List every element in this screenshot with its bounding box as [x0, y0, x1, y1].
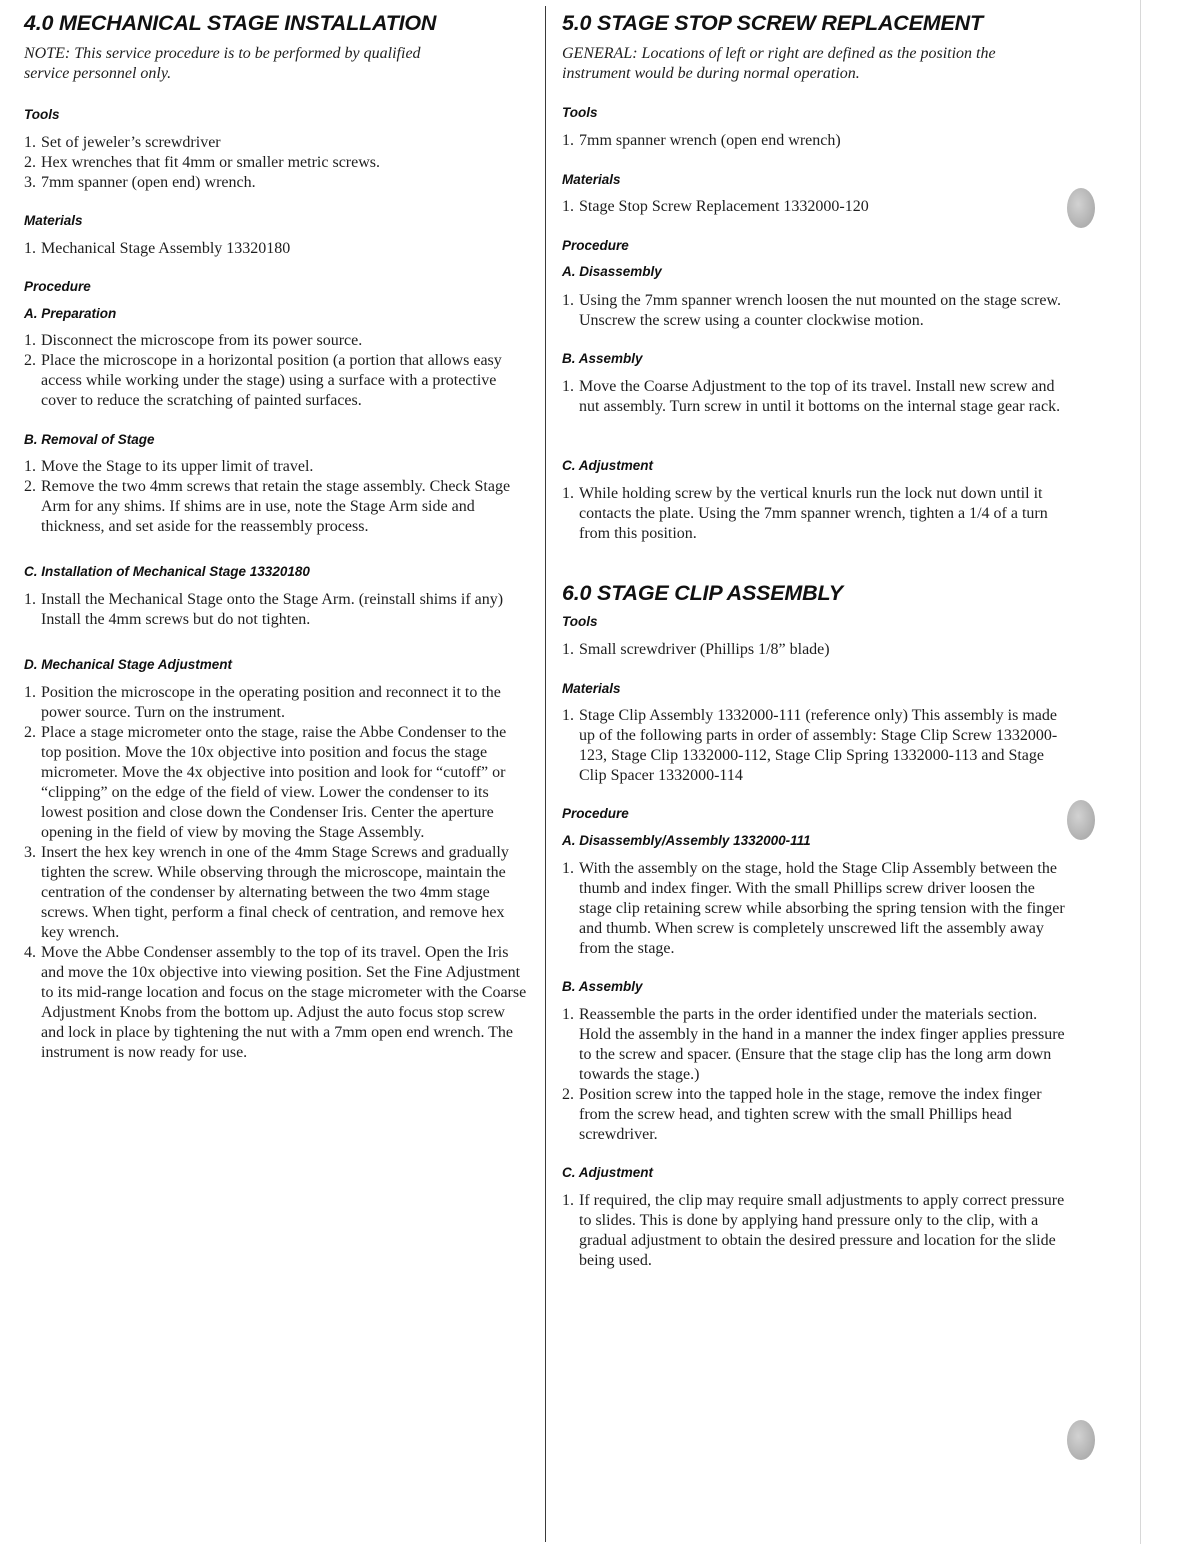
item-number: 1.: [24, 332, 36, 349]
section-title-4: 4.0 MECHANICAL STAGE INSTALLATION: [24, 11, 437, 35]
item-number: 1.: [24, 458, 36, 475]
s6-disassembly-steps: [562, 859, 1067, 959]
s5-assembly-heading: B. Assembly: [562, 351, 643, 366]
s6-tools-heading: Tools: [562, 614, 598, 629]
item-number: 1.: [562, 1006, 574, 1023]
list-item: [24, 331, 530, 351]
item-text: Using the 7mm spanner wrench loosen the nut mounted on the stage screw. Unscrew the screw using a counter clockwise motion.: [579, 292, 1061, 329]
list-item: [24, 723, 530, 843]
s5-disassembly-heading: A. Disassembly: [562, 264, 662, 279]
item-number: 1.: [24, 134, 36, 151]
s5-procedure-heading: Procedure: [562, 238, 629, 253]
item-text: Position the microscope in the operating position and reconnect it to the power source. Turn on the instrument.: [41, 684, 501, 721]
item-text: While holding screw by the vertical knurls run the lock nut down until it contacts the plate. Using the 7mm spanner wrench, tighten a 1/4 of a turn from this position.: [579, 485, 1048, 542]
list-item: [562, 291, 1067, 331]
s5-adjustment-heading: C. Adjustment: [562, 458, 653, 473]
removal-steps: [24, 457, 530, 537]
item-number: 1.: [562, 378, 574, 395]
list-item: [562, 197, 1067, 217]
list-item: [24, 843, 530, 943]
item-number: 1.: [562, 1192, 574, 1209]
item-text: Move the Coarse Adjustment to the top of its travel. Install new screw and nut assembly. Turn screw in until it bottoms on the internal stage gear rack.: [579, 378, 1061, 415]
s5-materials-heading: Materials: [562, 172, 621, 187]
item-number: 1.: [562, 485, 574, 502]
item-number: 1.: [562, 860, 574, 877]
list-item: [24, 239, 530, 259]
item-text: Place a stage micrometer onto the stage, raise the Abbe Condenser to the top position. Move the 10x objective into position and focus the stage micrometer. Move the 4x objective into position and look for “cutoff” or “clipping” on the edge of the field of view. Lower the condenser to its lowest position and close down the Condenser Iris. Center the aperture opening in the field of view by moving the Stage Assembly.: [41, 724, 507, 841]
list-item: [562, 484, 1067, 544]
tools-heading: Tools: [24, 107, 60, 122]
s6-assembly-steps: [562, 1005, 1067, 1145]
list-item: [24, 477, 530, 537]
item-number: 1.: [562, 132, 574, 149]
note-text: This service procedure is to be performed by qualified service personnel only.: [24, 45, 421, 82]
s6-procedure-heading: Procedure: [562, 806, 629, 821]
list-item: [24, 133, 530, 153]
s5-adjustment-steps: [562, 484, 1067, 544]
item-text: 7mm spanner wrench (open end wrench): [579, 132, 841, 149]
item-text: Reassemble the parts in the order identified under the materials section. Hold the assembly in the hand in a manner the index finger applies pressure to the screw and spacer. (Ensure that the stage clip has the long arm down towards the stage.): [579, 1006, 1065, 1083]
adjustment-heading: D. Mechanical Stage Adjustment: [24, 657, 233, 672]
preparation-heading: A. Preparation: [24, 306, 117, 321]
list-item: [562, 377, 1067, 417]
removal-heading: B. Removal of Stage: [24, 432, 155, 447]
item-text: Hex wrenches that fit 4mm or smaller metric screws.: [41, 154, 380, 171]
s6-assembly-heading: B. Assembly: [562, 979, 643, 994]
section-title-6: 6.0 STAGE CLIP ASSEMBLY: [562, 581, 843, 605]
item-text: 7mm spanner (open end) wrench.: [41, 174, 256, 191]
binder-hole-top: [1067, 188, 1095, 228]
item-text: Stage Clip Assembly 1332000-111 (reference only) This assembly is made up of the following parts in order of assembly: Stage Clip Screw 1332000-123, Stage Clip 1332000-112, Stage Clip Spring 1332000-113 and Stage Clip Spacer 1332000-114: [579, 707, 1058, 784]
column-divider: [545, 6, 546, 1542]
section-title-5: 5.0 STAGE STOP SCREW REPLACEMENT: [562, 11, 983, 35]
s5-materials-list: [562, 197, 1067, 217]
item-text: Mechanical Stage Assembly 13320180: [41, 240, 291, 257]
list-item: [562, 1005, 1067, 1085]
item-text: Move the Stage to its upper limit of travel.: [41, 458, 314, 475]
item-number: 2.: [24, 154, 36, 171]
item-number: 2.: [562, 1086, 574, 1103]
materials-heading: Materials: [24, 213, 83, 228]
s6-adjustment-steps: [562, 1191, 1067, 1271]
item-text: Install the Mechanical Stage onto the Stage Arm. (reinstall shims if any) Install the 4mm screws but do not tighten.: [41, 591, 504, 628]
item-text: Position screw into the tapped hole in the stage, remove the index finger from the screw head, and tighten screw with the small Phillips head screwdriver.: [579, 1086, 1042, 1143]
item-text: Small screwdriver (Phillips 1/8” blade): [579, 641, 830, 658]
s6-materials-heading: Materials: [562, 681, 621, 696]
list-item: [24, 153, 530, 173]
list-item: [562, 706, 1067, 786]
installation-heading: C. Installation of Mechanical Stage 13320180: [24, 564, 310, 579]
item-text: Stage Stop Screw Replacement 1332000-120: [579, 198, 869, 215]
s5-tools-list: [562, 131, 1067, 151]
tools-list: [24, 133, 530, 193]
procedure-heading: Procedure: [24, 279, 91, 294]
list-item: [24, 457, 530, 477]
service-note: [24, 44, 464, 84]
note-label: NOTE:: [24, 45, 71, 62]
list-item: [24, 590, 530, 630]
page-edge-line: [1140, 0, 1141, 1544]
preparation-steps: [24, 331, 530, 411]
list-item: [24, 943, 530, 1063]
item-number: 1.: [24, 591, 36, 608]
list-item: [562, 1085, 1067, 1145]
s5-disassembly-steps: [562, 291, 1067, 331]
s6-disassembly-heading: A. Disassembly/Assembly 1332000-111: [562, 833, 811, 848]
installation-steps: [24, 590, 530, 630]
item-number: 3.: [24, 844, 36, 861]
list-item: [562, 131, 1067, 151]
binder-hole-bottom: [1067, 1420, 1095, 1460]
s6-materials-list: [562, 706, 1067, 786]
s5-assembly-steps: [562, 377, 1067, 417]
item-number: 1.: [562, 198, 574, 215]
item-text: Place the microscope in a horizontal position (a portion that allows easy access while working under the stage) using a surface with a protective cover to reduce the scratching of painted surfaces.: [41, 352, 502, 409]
adjustment-steps: [24, 683, 530, 1063]
materials-list: [24, 239, 530, 259]
item-text: Remove the two 4mm screws that retain the stage assembly. Check Stage Arm for any shims. If shims are in use, note the Stage Arm side and thickness, and set aside for the reassembly process.: [41, 478, 511, 535]
binder-hole-middle: [1067, 800, 1095, 840]
s6-adjustment-heading: C. Adjustment: [562, 1165, 653, 1180]
item-number: 2.: [24, 352, 36, 369]
list-item: [24, 351, 530, 411]
list-item: [562, 640, 1067, 660]
item-text: Set of jeweler’s screwdriver: [41, 134, 221, 151]
item-text: Disconnect the microscope from its power source.: [41, 332, 363, 349]
general-label: GENERAL:: [562, 45, 638, 62]
item-text: If required, the clip may require small adjustments to apply correct pressure to slides. This is done by applying hand pressure only to the clip, with a gradual adjustment to obtain the desired pressure and location for the slide being used.: [579, 1192, 1065, 1269]
s5-tools-heading: Tools: [562, 105, 598, 120]
general-note: [562, 44, 1037, 84]
item-number: 1.: [562, 707, 574, 724]
list-item: [562, 859, 1067, 959]
item-text: With the assembly on the stage, hold the Stage Clip Assembly between the thumb and index finger. With the small Phillips screw driver loosen the stage clip retaining screw while absorbing the spring tension with the finger and thumb. When screw is completely unscrewed lift the assembly away from the stage.: [579, 860, 1065, 957]
item-number: 1.: [24, 240, 36, 257]
s6-tools-list: [562, 640, 1067, 660]
item-number: 2.: [24, 724, 36, 741]
item-number: 2.: [24, 478, 36, 495]
general-text: Locations of left or right are defined as the position the instrument would be during normal operation.: [562, 45, 996, 82]
list-item: [24, 173, 530, 193]
item-number: 4.: [24, 944, 36, 961]
item-text: Insert the hex key wrench in one of the 4mm Stage Screws and gradually tighten the screw. While observing through the microscope, maintain the centration of the condenser by alternating between the two 4mm stage screws. When tight, perform a final check of centration, and remove hex key wrench.: [41, 844, 509, 941]
item-number: 1.: [24, 684, 36, 701]
item-number: 1.: [562, 641, 574, 658]
item-text: Move the Abbe Condenser assembly to the top of its travel. Open the Iris and move the 10x objective into viewing position. Set the Fine Adjustment to its mid-range location and focus on the stage micrometer with the Coarse Adjustment Knobs from the bottom up. Adjust the auto focus stop screw and lock in place by tightening the nut with a 7mm open end wrench. The instrument is now ready for use.: [41, 944, 527, 1061]
item-number: 3.: [24, 174, 36, 191]
list-item: [24, 683, 530, 723]
item-number: 1.: [562, 292, 574, 309]
list-item: [562, 1191, 1067, 1271]
